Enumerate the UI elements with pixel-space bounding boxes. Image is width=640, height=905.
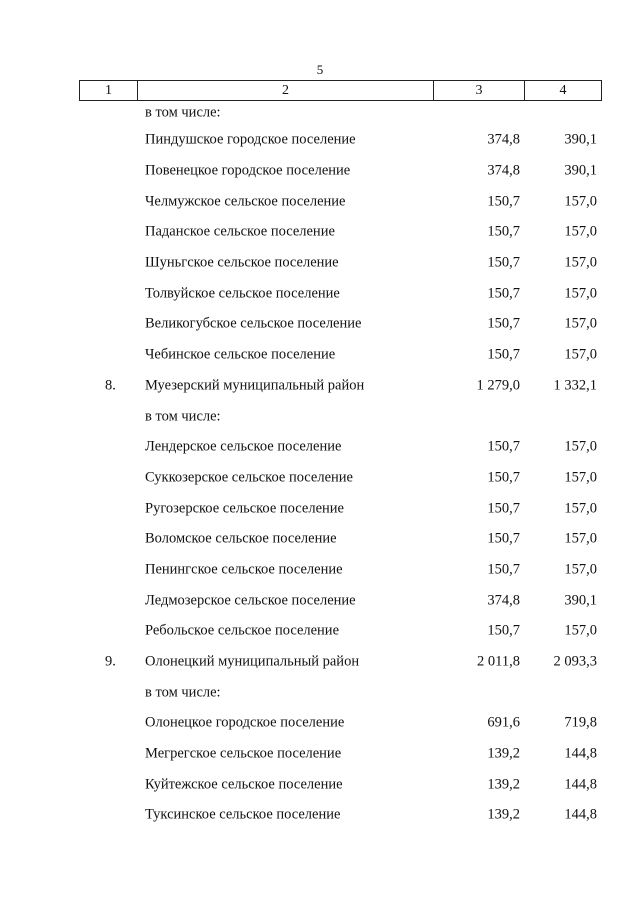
table-row: [79, 401, 602, 432]
table-row: [79, 677, 602, 708]
table-row: [79, 555, 602, 586]
table-row: [79, 708, 602, 739]
column-header-2: 2: [138, 81, 434, 100]
row-value-4: 157,0: [564, 254, 597, 271]
table-row: [79, 524, 602, 555]
row-value-4: 144,8: [564, 806, 597, 823]
row-name: Мегрегское сельское поселение: [145, 745, 342, 762]
row-value-4: 157,0: [564, 285, 597, 302]
row-value-3: 374,8: [487, 131, 520, 148]
row-value-4: 157,0: [564, 622, 597, 639]
row-value-3: 139,2: [487, 745, 520, 762]
row-value-3: 150,7: [487, 315, 520, 332]
row-name: Великогубское сельское поселение: [145, 315, 362, 332]
row-name: Суккозерское сельское поселение: [145, 469, 353, 486]
row-value-3: 374,8: [487, 162, 520, 179]
row-value-3: 139,2: [487, 776, 520, 793]
table-row: [79, 101, 602, 125]
column-header-1: 1: [80, 81, 138, 100]
row-value-3: 150,7: [487, 346, 520, 363]
row-value-3: 150,7: [487, 500, 520, 517]
row-number: 9.: [105, 653, 116, 670]
row-value-3: 150,7: [487, 285, 520, 302]
row-name: Толвуйское сельское поселение: [145, 285, 340, 302]
row-value-4: 157,0: [564, 315, 597, 332]
row-value-3: 150,7: [487, 622, 520, 639]
row-value-4: 157,0: [564, 346, 597, 363]
row-value-4: 2 093,3: [553, 653, 597, 670]
table-row: [79, 186, 602, 217]
row-value-3: 139,2: [487, 806, 520, 823]
table-row: [79, 800, 602, 831]
row-name: Челмужское сельское поселение: [145, 193, 346, 210]
row-name: в том числе:: [145, 104, 221, 121]
table-row: [79, 739, 602, 770]
table-row: [79, 647, 602, 678]
row-value-4: 144,8: [564, 745, 597, 762]
table-row: [79, 217, 602, 248]
table-row: [79, 248, 602, 279]
table-row: [79, 125, 602, 156]
row-value-3: 150,7: [487, 469, 520, 486]
row-value-4: 157,0: [564, 530, 597, 547]
row-name: Паданское сельское поселение: [145, 223, 335, 240]
table-row: [79, 156, 602, 187]
row-value-3: 150,7: [487, 193, 520, 210]
row-name: в том числе:: [145, 408, 221, 425]
row-value-4: 1 332,1: [553, 377, 597, 394]
row-name: Олонецкий муниципальный район: [145, 653, 360, 670]
row-value-4: 390,1: [564, 131, 597, 148]
row-name: Лендерское сельское поселение: [145, 438, 342, 455]
table-row: [79, 585, 602, 616]
row-value-3: 150,7: [487, 561, 520, 578]
row-name: Ругозерское сельское поселение: [145, 500, 344, 517]
row-value-4: 157,0: [564, 469, 597, 486]
row-value-3: 150,7: [487, 223, 520, 240]
row-number: 8.: [105, 377, 116, 394]
row-value-3: 2 011,8: [477, 653, 520, 670]
table-body: [79, 101, 602, 831]
table-row: [79, 769, 602, 800]
row-name: в том числе:: [145, 684, 221, 701]
table-row: [79, 493, 602, 524]
row-name: Ребольское сельское поселение: [145, 622, 340, 639]
row-name: Повенецкое городское поселение: [145, 162, 351, 179]
row-name: Воломское сельское поселение: [145, 530, 337, 547]
row-value-3: 150,7: [487, 254, 520, 271]
row-value-4: 157,0: [564, 500, 597, 517]
table-header-row: [79, 80, 602, 101]
table-row: [79, 616, 602, 647]
table-row: [79, 309, 602, 340]
column-header-4: 4: [559, 82, 567, 98]
row-value-3: 691,6: [487, 714, 520, 731]
row-value-4: 157,0: [564, 561, 597, 578]
row-name: Пенингское сельское поселение: [145, 561, 343, 578]
column-header-3: 3: [434, 81, 525, 100]
row-value-3: 150,7: [487, 438, 520, 455]
row-name: Олонецкое городское поселение: [145, 714, 345, 731]
row-name: Куйтежское сельское поселение: [145, 776, 343, 793]
table-row: [79, 463, 602, 494]
table-row: [79, 278, 602, 309]
row-name: Муезерский муниципальный район: [145, 377, 365, 394]
row-value-4: 144,8: [564, 776, 597, 793]
row-value-3: 374,8: [487, 592, 520, 609]
row-value-4: 157,0: [564, 438, 597, 455]
row-name: Шуньгское сельское поселение: [145, 254, 339, 271]
row-value-4: 157,0: [564, 193, 597, 210]
row-name: Пиндушское городское поселение: [145, 131, 356, 148]
row-value-4: 390,1: [564, 592, 597, 609]
row-value-3: 150,7: [487, 530, 520, 547]
row-value-4: 390,1: [564, 162, 597, 179]
row-name: Чебинское сельское поселение: [145, 346, 336, 363]
row-name: Ледмозерское сельское поселение: [145, 592, 356, 609]
table-row: [79, 432, 602, 463]
page-number: 5: [316, 62, 324, 77]
table-row: [79, 340, 602, 371]
row-value-4: 719,8: [564, 714, 597, 731]
row-value-4: 157,0: [564, 223, 597, 240]
table-row: [79, 371, 602, 402]
row-value-3: 1 279,0: [476, 377, 520, 394]
row-name: Туксинское сельское поселение: [145, 806, 341, 823]
